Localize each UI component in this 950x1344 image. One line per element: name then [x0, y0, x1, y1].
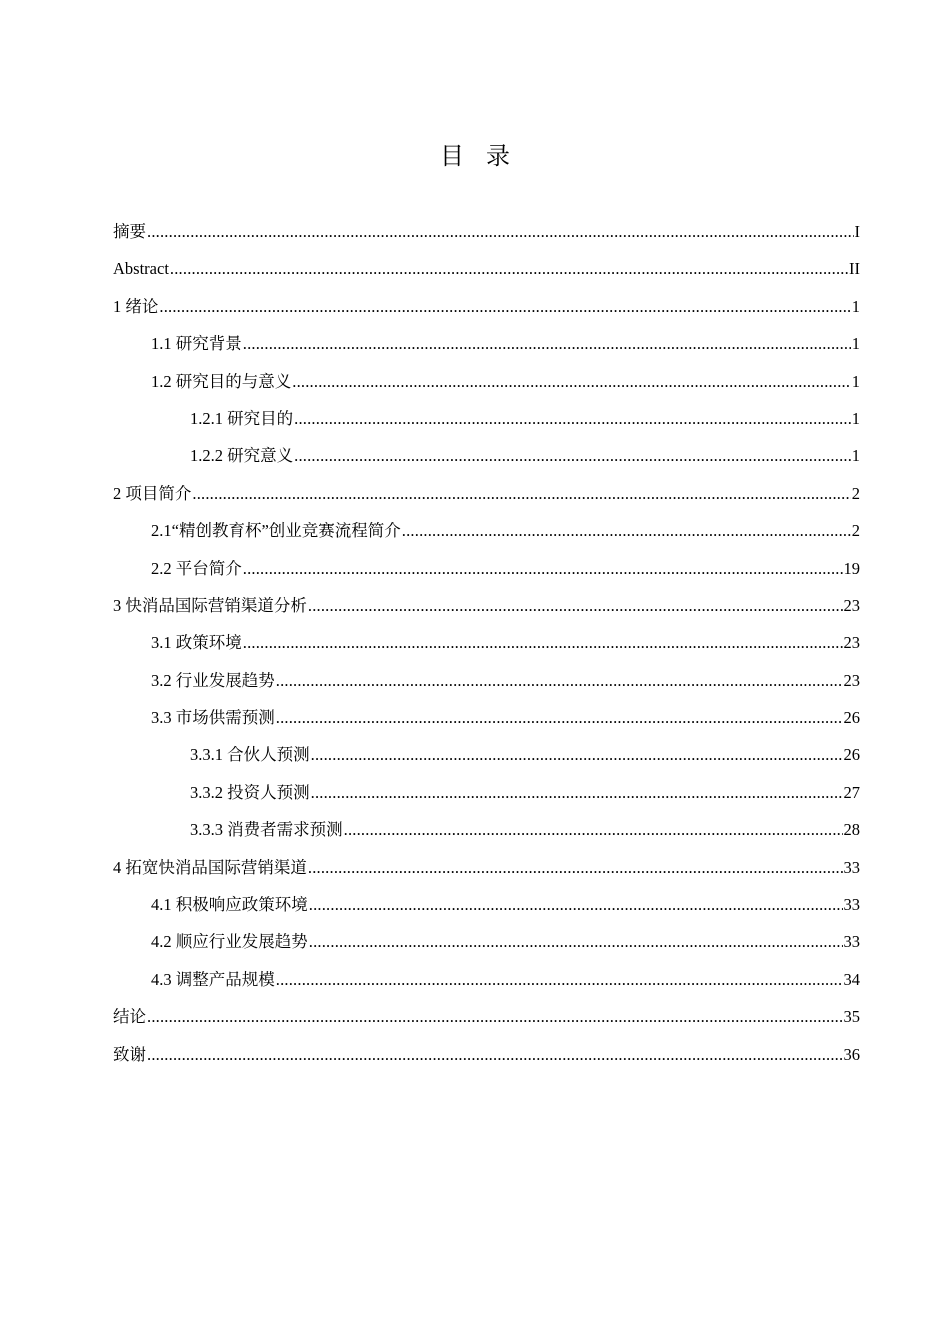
toc-entry-page-number: 33: [843, 895, 860, 915]
dot-leader: [159, 288, 850, 325]
toc-entry-page-number: 33: [843, 932, 860, 952]
toc-entry[interactable]: [113, 363, 860, 400]
toc-entry[interactable]: [113, 624, 860, 661]
toc-entry-page-number: 1: [851, 334, 860, 354]
toc-entry-label: 3.3.3 消费者需求预测: [190, 820, 343, 840]
toc-entry[interactable]: [113, 961, 860, 998]
dot-leader: [292, 363, 851, 400]
dot-leader: [311, 736, 843, 773]
toc-entry[interactable]: [113, 400, 860, 437]
toc-entry-label: 2 项目简介: [113, 483, 192, 503]
toc-entry-label: 1.1 研究背景: [151, 334, 242, 354]
toc-entry-label: 1.2 研究目的与意义: [151, 371, 292, 391]
dot-leader: [309, 886, 843, 923]
toc-entry-label: 4.1 积极响应政策环境: [151, 895, 308, 915]
dot-leader: [147, 213, 854, 250]
toc-entry[interactable]: [113, 250, 860, 287]
dot-leader: [243, 550, 843, 587]
toc-entry-page-number: 33: [843, 857, 860, 877]
dot-leader: [402, 512, 851, 549]
toc-entry-label: 3.3.1 合伙人预测: [190, 745, 310, 765]
page-title: 目录: [440, 142, 532, 171]
toc-entry[interactable]: [113, 923, 860, 960]
toc-entry[interactable]: [113, 325, 860, 362]
toc-entry[interactable]: [113, 998, 860, 1035]
dot-leader: [276, 662, 843, 699]
toc-entry[interactable]: [113, 811, 860, 848]
toc-entry[interactable]: [113, 736, 860, 773]
toc-entry-label: 3 快消品国际营销渠道分析: [113, 595, 307, 615]
dot-leader: [276, 961, 843, 998]
toc-entry-page-number: 26: [843, 745, 860, 765]
toc-entry[interactable]: [113, 774, 860, 811]
toc-entry[interactable]: [113, 662, 860, 699]
dot-leader: [294, 400, 851, 437]
toc-entry-label: 1.2.1 研究目的: [190, 408, 294, 428]
toc-entry-page-number: 23: [843, 595, 860, 615]
dot-leader: [311, 774, 843, 811]
toc-entry[interactable]: [113, 849, 860, 886]
toc-entry-page-number: 19: [843, 558, 860, 578]
toc-entry-label: 3.2 行业发展趋势: [151, 670, 275, 690]
toc-entry[interactable]: [113, 475, 860, 512]
dot-leader: [309, 923, 843, 960]
toc-entry-page-number: 23: [843, 670, 860, 690]
toc-entry-label: 3.1 政策环境: [151, 633, 242, 653]
toc-entry[interactable]: [113, 587, 860, 624]
dot-leader: [243, 325, 851, 362]
toc-entry-label: 4 拓宽快消品国际营销渠道: [113, 857, 307, 877]
toc-entry-page-number: 23: [843, 633, 860, 653]
dot-leader: [276, 699, 843, 736]
toc-entry-label: 致谢: [113, 1044, 146, 1064]
toc-entry-page-number: 34: [843, 969, 860, 989]
toc-entry[interactable]: [113, 886, 860, 923]
toc-entry-page-number: 2: [851, 521, 860, 541]
toc-entry[interactable]: [113, 699, 860, 736]
toc-entry-label: 3.3.2 投资人预测: [190, 782, 310, 802]
toc-entry[interactable]: [113, 1036, 860, 1073]
toc-entry[interactable]: [113, 288, 860, 325]
dot-leader: [147, 998, 843, 1035]
toc-entry-page-number: 27: [843, 782, 860, 802]
toc-entry-label: 结论: [113, 1007, 146, 1027]
toc-entry-page-number: I: [854, 222, 860, 241]
toc-entry-label: 1.2.2 研究意义: [190, 446, 294, 466]
toc-entry-page-number: 1: [851, 446, 860, 466]
toc-entry-label: 3.3 市场供需预测: [151, 708, 275, 728]
toc-entry-label: 1 绪论: [113, 296, 159, 316]
dot-leader: [147, 1036, 843, 1073]
toc-entry-page-number: 28: [843, 820, 860, 840]
table-of-contents: [113, 213, 860, 1073]
toc-entry-page-number: II: [849, 259, 860, 279]
dot-leader: [170, 250, 848, 287]
toc-entry[interactable]: [113, 437, 860, 474]
toc-entry-label: 4.2 顺应行业发展趋势: [151, 932, 308, 952]
dot-leader: [294, 437, 851, 474]
dot-leader: [308, 849, 843, 886]
toc-entry-page-number: 26: [843, 708, 860, 728]
toc-entry[interactable]: [113, 213, 860, 250]
toc-entry-label: 2.1“精创教育杯”创业竞赛流程简介: [151, 521, 401, 541]
dot-leader: [308, 587, 843, 624]
toc-entry[interactable]: [113, 512, 860, 549]
toc-entry[interactable]: [113, 550, 860, 587]
toc-entry-page-number: 35: [843, 1007, 860, 1027]
toc-entry-page-number: 36: [843, 1044, 860, 1064]
dot-leader: [243, 624, 843, 661]
dot-leader: [344, 811, 843, 848]
toc-entry-label: 摘要: [113, 222, 146, 241]
toc-entry-page-number: 1: [851, 408, 860, 428]
toc-entry-label: 4.3 调整产品规模: [151, 969, 275, 989]
toc-entry-label: Abstract: [113, 259, 169, 279]
dot-leader: [192, 475, 850, 512]
toc-entry-page-number: 1: [851, 296, 860, 316]
toc-entry-page-number: 1: [851, 371, 860, 391]
toc-entry-page-number: 2: [851, 483, 860, 503]
toc-entry-label: 2.2 平台简介: [151, 558, 242, 578]
